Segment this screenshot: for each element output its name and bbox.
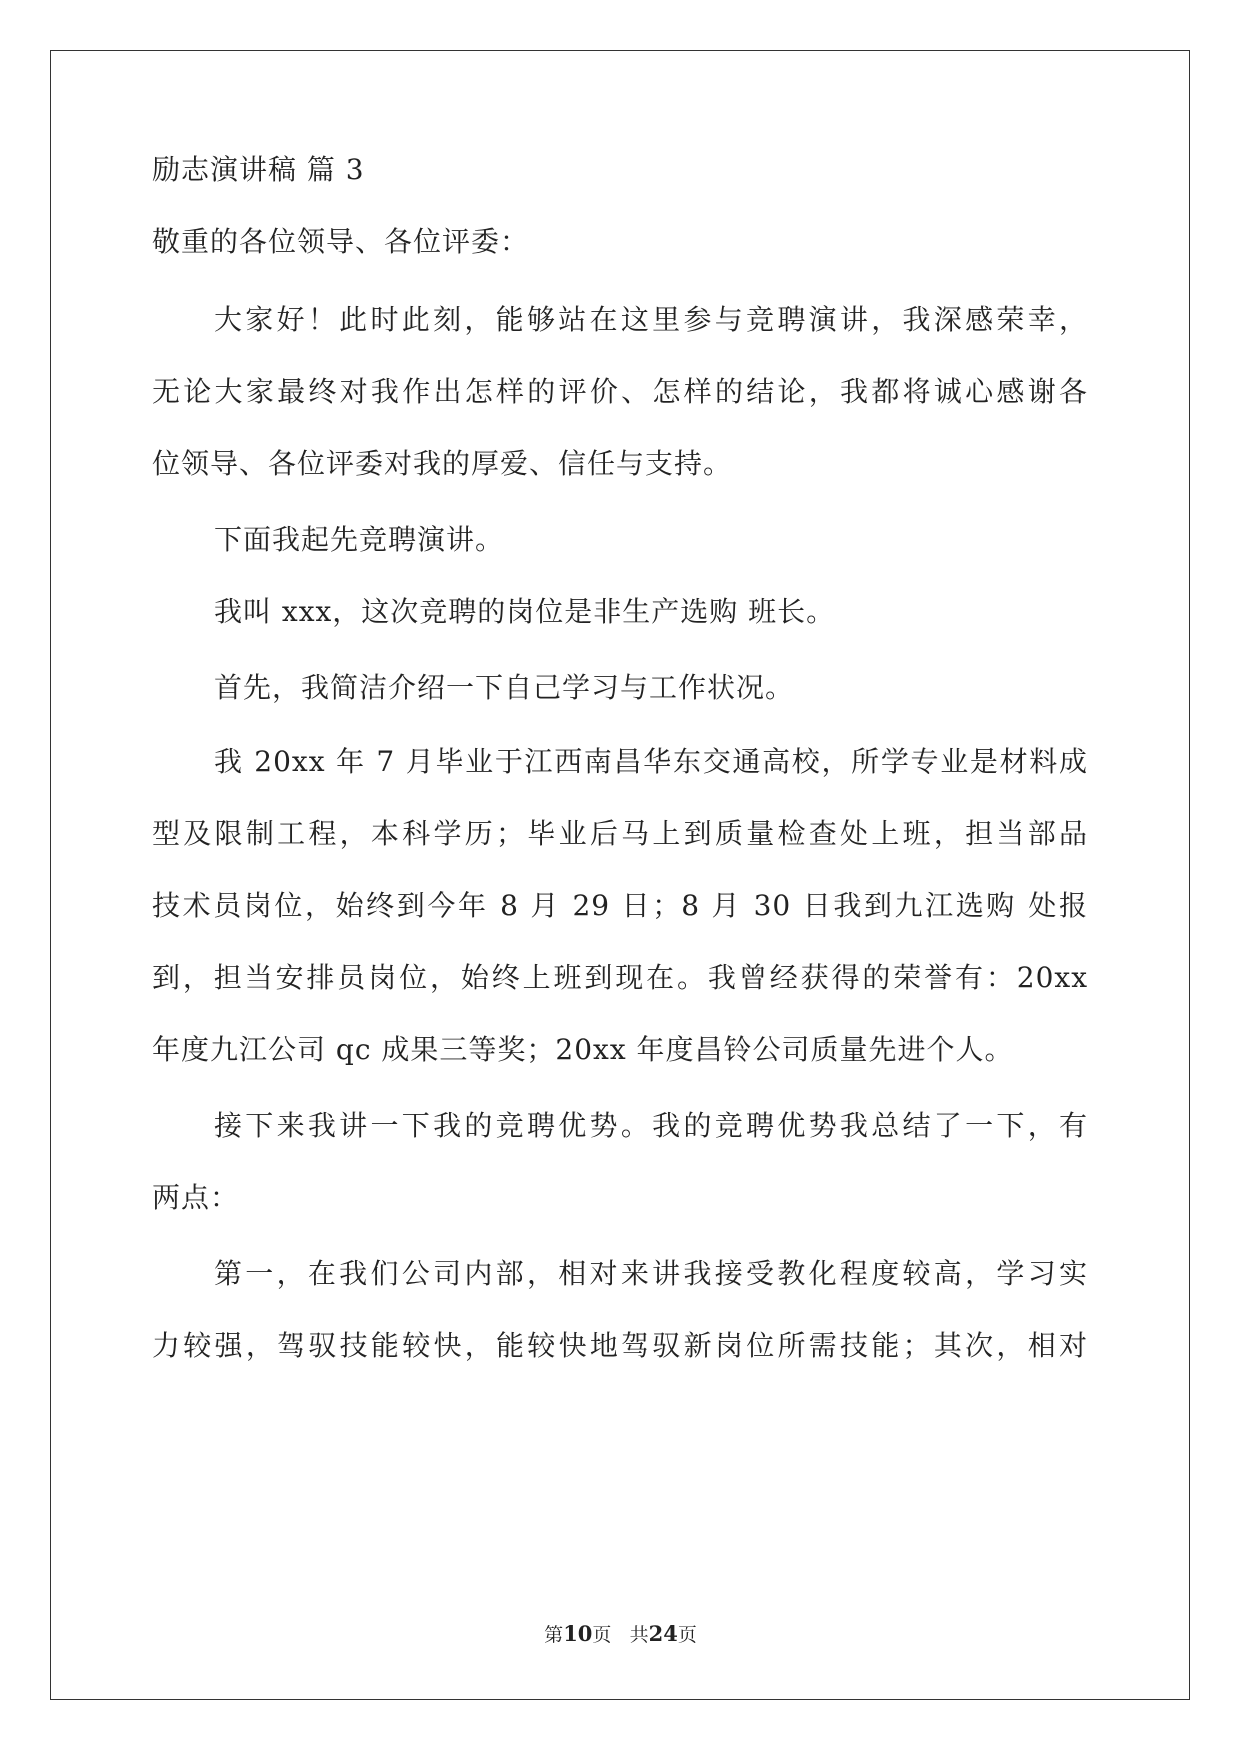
paragraph-line: 两点：: [152, 1181, 240, 1214]
footer-page-suffix: 页: [592, 1624, 612, 1646]
document-title: 励志演讲稿 篇 3: [152, 153, 365, 186]
salutation: 敬重的各位领导、各位评委：: [152, 225, 530, 258]
page-footer: [0, 1622, 1241, 1647]
paragraph-line: 下面我起先竞聘演讲。: [214, 523, 505, 556]
paragraph-line: 第一，在我们公司内部，相对来讲我接受教化程度较高，学习实: [214, 1257, 1088, 1290]
paragraph-line: 我叫 xxx，这次竞聘的岗位是非生产选购 班长。: [214, 595, 836, 628]
paragraph-line: 位领导、各位评委对我的厚爱、信任与支持。: [152, 447, 733, 480]
page-border: [50, 50, 1190, 1700]
paragraph-line: 首先，我简洁介绍一下自己学习与工作状况。: [214, 671, 795, 704]
footer-total-prefix: 共: [629, 1624, 649, 1646]
paragraph-line: 技术员岗位，始终到今年 8 月 29 日；8 月 30 日我到九江选购 处报: [152, 889, 1088, 922]
total-page-number: 24: [648, 1621, 678, 1646]
paragraph-line: 大家好！此时此刻，能够站在这里参与竞聘演讲，我深感荣幸，: [214, 303, 1088, 336]
footer-total-suffix: 页: [677, 1624, 697, 1646]
paragraph-line: 力较强，驾驭技能较快，能较快地驾驭新岗位所需技能；其次，相对: [152, 1329, 1088, 1362]
paragraph-line: 接下来我讲一下我的竞聘优势。我的竞聘优势我总结了一下，有: [214, 1109, 1088, 1142]
current-page-number: 10: [563, 1621, 593, 1646]
footer-prefix: 第: [544, 1624, 564, 1646]
paragraph-line: 型及限制工程，本科学历；毕业后马上到质量检查处上班，担当部品: [152, 817, 1088, 850]
paragraph-line: 无论大家最终对我作出怎样的评价、怎样的结论，我都将诚心感谢各: [152, 375, 1088, 408]
paragraph-line: 年度九江公司 qc 成果三等奖；20xx 年度昌铃公司质量先进个人。: [152, 1033, 1014, 1066]
paragraph-line: 我 20xx 年 7 月毕业于江西南昌华东交通高校，所学专业是材料成: [214, 745, 1088, 778]
paragraph-line: 到，担当安排员岗位，始终上班到现在。我曾经获得的荣誉有：20xx: [152, 961, 1088, 994]
